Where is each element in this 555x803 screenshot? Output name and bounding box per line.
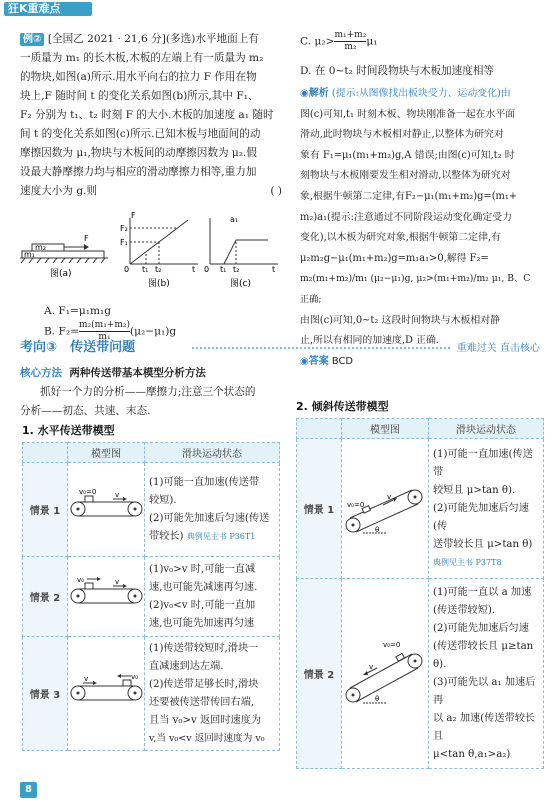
table-row [23, 463, 280, 557]
col-model: 模型图 [342, 419, 429, 439]
figure-a [20, 234, 108, 279]
analysis-line: 象有 F₁=μ₁(m₁+m₂)g,A 错误;由图(c)可知,t₂ 时 [300, 149, 515, 161]
label-t-b: t [192, 265, 196, 274]
example-line: 设最大静摩擦力均与相应的滑动摩擦力相等,重力加 [20, 166, 257, 178]
section-title: 传送带问题 [70, 340, 136, 355]
label-v: v [387, 493, 392, 501]
corner-cell [297, 419, 342, 439]
option-b-prefix: B. F₂= [44, 325, 79, 338]
horizontal-belt-1 [69, 488, 143, 528]
incline-heading: 2. 倾斜传送带模型 [296, 400, 389, 413]
col-state: 滑块运动状态 [145, 443, 280, 463]
method-line: 分析——初态、共速、末态. [20, 405, 151, 417]
horizontal-heading: 1. 水平传送带模型 [22, 424, 115, 437]
analysis-block [300, 84, 540, 372]
option-c-numerator: m₁+m₂ [334, 30, 367, 40]
method-tag: 核心方法 [20, 367, 62, 379]
analysis-line: μ₂m₂g−μ₁(m₁+m₂)g=m₁a₁>0,解得 F₂= [300, 252, 489, 264]
example-question [20, 30, 282, 201]
caption-fig-a: 图(a) [50, 269, 72, 279]
label-origin-b: 0 [124, 265, 130, 274]
condition-label: 情景 3 [23, 637, 68, 751]
figure-b [120, 212, 198, 289]
horizontal-belt-3 [69, 672, 143, 712]
example-line: F₂ 分别为 t₁、t₂ 时刻 F 的大小.木板的加速度 a₁ 随时 [20, 109, 274, 121]
label-t1-c: t₁ [220, 265, 227, 274]
example-line: 块上,F 随时间 t 的变化关系如图(b)所示,其中 F₁、 [20, 90, 259, 102]
page-number: 8 [20, 782, 37, 798]
label-v0: v₀=0 [347, 501, 365, 509]
analysis-line: m₂)a₁(提示:注意通过不同阶段运动变化确定受力 [300, 211, 512, 223]
option-c-fraction [334, 30, 366, 53]
analysis-line: 图(c)可知,t₁ 时刻木板、物块刚准备一起在水平面 [300, 108, 516, 120]
state-text: (1)可能一直加速(传送带 较短且 μ>tan θ). (2)可能先加速后匀速(传 送带较长且 μ>tan θ) 典例见主书 P37T8 [429, 439, 544, 579]
incline-belt-2 [343, 637, 427, 707]
condition-label: 情景 1 [297, 439, 342, 579]
example-line: 摩擦因数为 μ₁,物块与木板间的动摩擦因数为 μ₂.假 [20, 147, 258, 159]
example-line: 一质量为 m₁ 的长木板,木板的左端上有一质量为 m₂ [20, 52, 264, 64]
option-c [300, 30, 540, 53]
answer-value: BCD [331, 355, 353, 367]
label-origin-c: 0 [204, 265, 210, 274]
condition-label: 情景 1 [23, 463, 68, 557]
label-v0: v₀ [131, 673, 138, 681]
col-state: 滑块运动状态 [429, 419, 544, 439]
label-v: v [84, 675, 89, 683]
label-F2: F₂ [120, 224, 128, 233]
state-text: (1)传送带较短时,滑块一 直减速到达左端. (2)传送带足够长时,滑块 还要被传送带传回右端, 且当 v₀>v 返回时速度为 v,当 v₀<v 返回时速度为 v₀ [145, 637, 280, 751]
state-text: (1)v₀>v 时,可能一直减 速,也可能先减速再匀速. (2)v₀<v 时,可能一直加 速,也可能先加速再匀速 [145, 557, 280, 637]
section-tagline: 重难过关 直击核心 [456, 343, 540, 354]
model-figure [68, 463, 145, 557]
label-v0: v₀=0 [383, 641, 401, 649]
section-header [20, 336, 540, 358]
example-line: 间 t 的变化关系如图(c)所示.已知木板与地面间的动 [20, 128, 261, 140]
reference-link[interactable]: 典例见主书 P36T1 [186, 531, 256, 541]
option-b-denominator: m₁ [98, 332, 111, 342]
table-row [297, 439, 544, 579]
option-c-denominator: m₂ [344, 42, 357, 52]
table-row [23, 557, 280, 637]
col-model: 模型图 [68, 443, 145, 463]
option-a: A. F₁=μ₁m₁g [44, 305, 112, 317]
option-c-suffix: μ₁ [366, 35, 378, 48]
label-v: v [115, 491, 120, 499]
method-line: 抓好一个力的分析——摩擦力;注意三个状态的 [40, 386, 256, 398]
model-figure [342, 579, 429, 769]
state-text: (1)可能一直加速(传送带 较短). (2)可能先加速后匀速(传送 带较长) 典例见主书 P36T1 [145, 463, 280, 557]
method-title: 两种传送带基本模型分析方法 [69, 367, 206, 379]
label-theta: θ [375, 526, 380, 534]
brand-logo: 狂K重难点 [4, 2, 92, 16]
analysis-line: 象,根据牛顿第二定律,有F₂−μ₁(m₁+m₂)g=(m₁+ [300, 190, 518, 202]
label-m1: m₁ [24, 250, 35, 259]
core-method [20, 364, 282, 421]
example-line: [全国乙 2021 · 21,6 分](多选)水平地面上有 [47, 33, 259, 45]
label-m2: m₂ [35, 243, 46, 252]
label-t2-c: t₂ [233, 265, 240, 274]
analysis-line: 刻物块与木板刚要发生相对滑动,以整体为研究对 [300, 170, 511, 182]
model-figure [68, 637, 145, 751]
example-tag: 例② [20, 33, 44, 46]
label-F1: F₁ [120, 238, 128, 247]
analysis-tag: ◉解析 [300, 88, 329, 99]
label-v: v [115, 578, 120, 586]
condition-label: 情景 2 [297, 579, 342, 769]
incline-belt-1 [343, 477, 427, 537]
label-v0: v₀=0 [79, 488, 97, 496]
horizontal-belt-2 [69, 575, 143, 615]
label-v0: v₀ [77, 576, 84, 584]
incline-table [296, 418, 544, 769]
condition-label: 情景 2 [23, 557, 68, 637]
analysis-line: (提示:从图像找出板块受力、运动变化)由 [331, 88, 511, 99]
answer-paren: ( ) [270, 185, 282, 197]
section-divider [192, 347, 450, 349]
label-a1: a₁ [230, 215, 239, 224]
analysis-line: 止,所以有相同的加速度,D 正确. [300, 335, 439, 347]
table-row [297, 579, 544, 769]
caption-fig-b: 图(b) [148, 279, 170, 289]
option-b-suffix: (μ₂−μ₁)g [130, 325, 177, 338]
model-figure [68, 557, 145, 637]
corner-cell [23, 443, 68, 463]
option-c-prefix: C. μ₂> [300, 35, 335, 48]
analysis-line: 滑动,此时物块与木板相对静止,以整体为研究对 [300, 129, 504, 141]
label-theta: θ [375, 695, 380, 703]
label-F: F [84, 234, 89, 243]
analysis-line: 由图(c)可知,0~t₂ 这段时间物块与木板相对静 [300, 314, 500, 326]
state-text: (1)可能一直以 a 加速 (传送带较短). (2)可能先加速后匀速 (传送带较长且 μ≥tan θ). (3)可能先以 a₁ 加速后再 以 a₂ 加速(传送带较长且 μ<tan θ,a₁>a₂) [429, 579, 544, 769]
label-t-c: t [272, 265, 276, 274]
label-F-axis: F [131, 212, 136, 220]
caption-fig-c: 图(c) [230, 279, 251, 289]
label-t1-b: t₁ [142, 265, 149, 274]
option-d: D. 在 0~t₂ 时间段物块与木板加速度相等 [300, 65, 495, 77]
table-row [23, 637, 280, 751]
analysis-line: m₂(m₁+m₂)/m₁ (μ₂−μ₁)g, μ₂>(m₁+m₂)/m₂ μ₁, B、C 正确; [300, 273, 531, 305]
example-line: 的物块,如图(a)所示.用水平向右的拉力 F 作用在物 [20, 71, 257, 83]
example-line: 速度大小为 g.则 [20, 185, 98, 197]
answer-tag: ◉答案 [300, 355, 329, 367]
label-t2-b: t₂ [155, 265, 162, 274]
section-label: 考向③ [20, 340, 58, 355]
reference-link[interactable]: 典例见主书 P37T8 [433, 557, 502, 567]
horizontal-table [22, 442, 280, 751]
figure-c [204, 215, 278, 289]
label-v: v [369, 663, 374, 671]
example-figures [20, 212, 285, 292]
analysis-line: 变化),以木板为研究对象,根据牛顿第二定律,有 [300, 232, 501, 244]
option-b-numerator: m₂(m₁+m₂) [79, 320, 130, 330]
model-figure [342, 439, 429, 579]
